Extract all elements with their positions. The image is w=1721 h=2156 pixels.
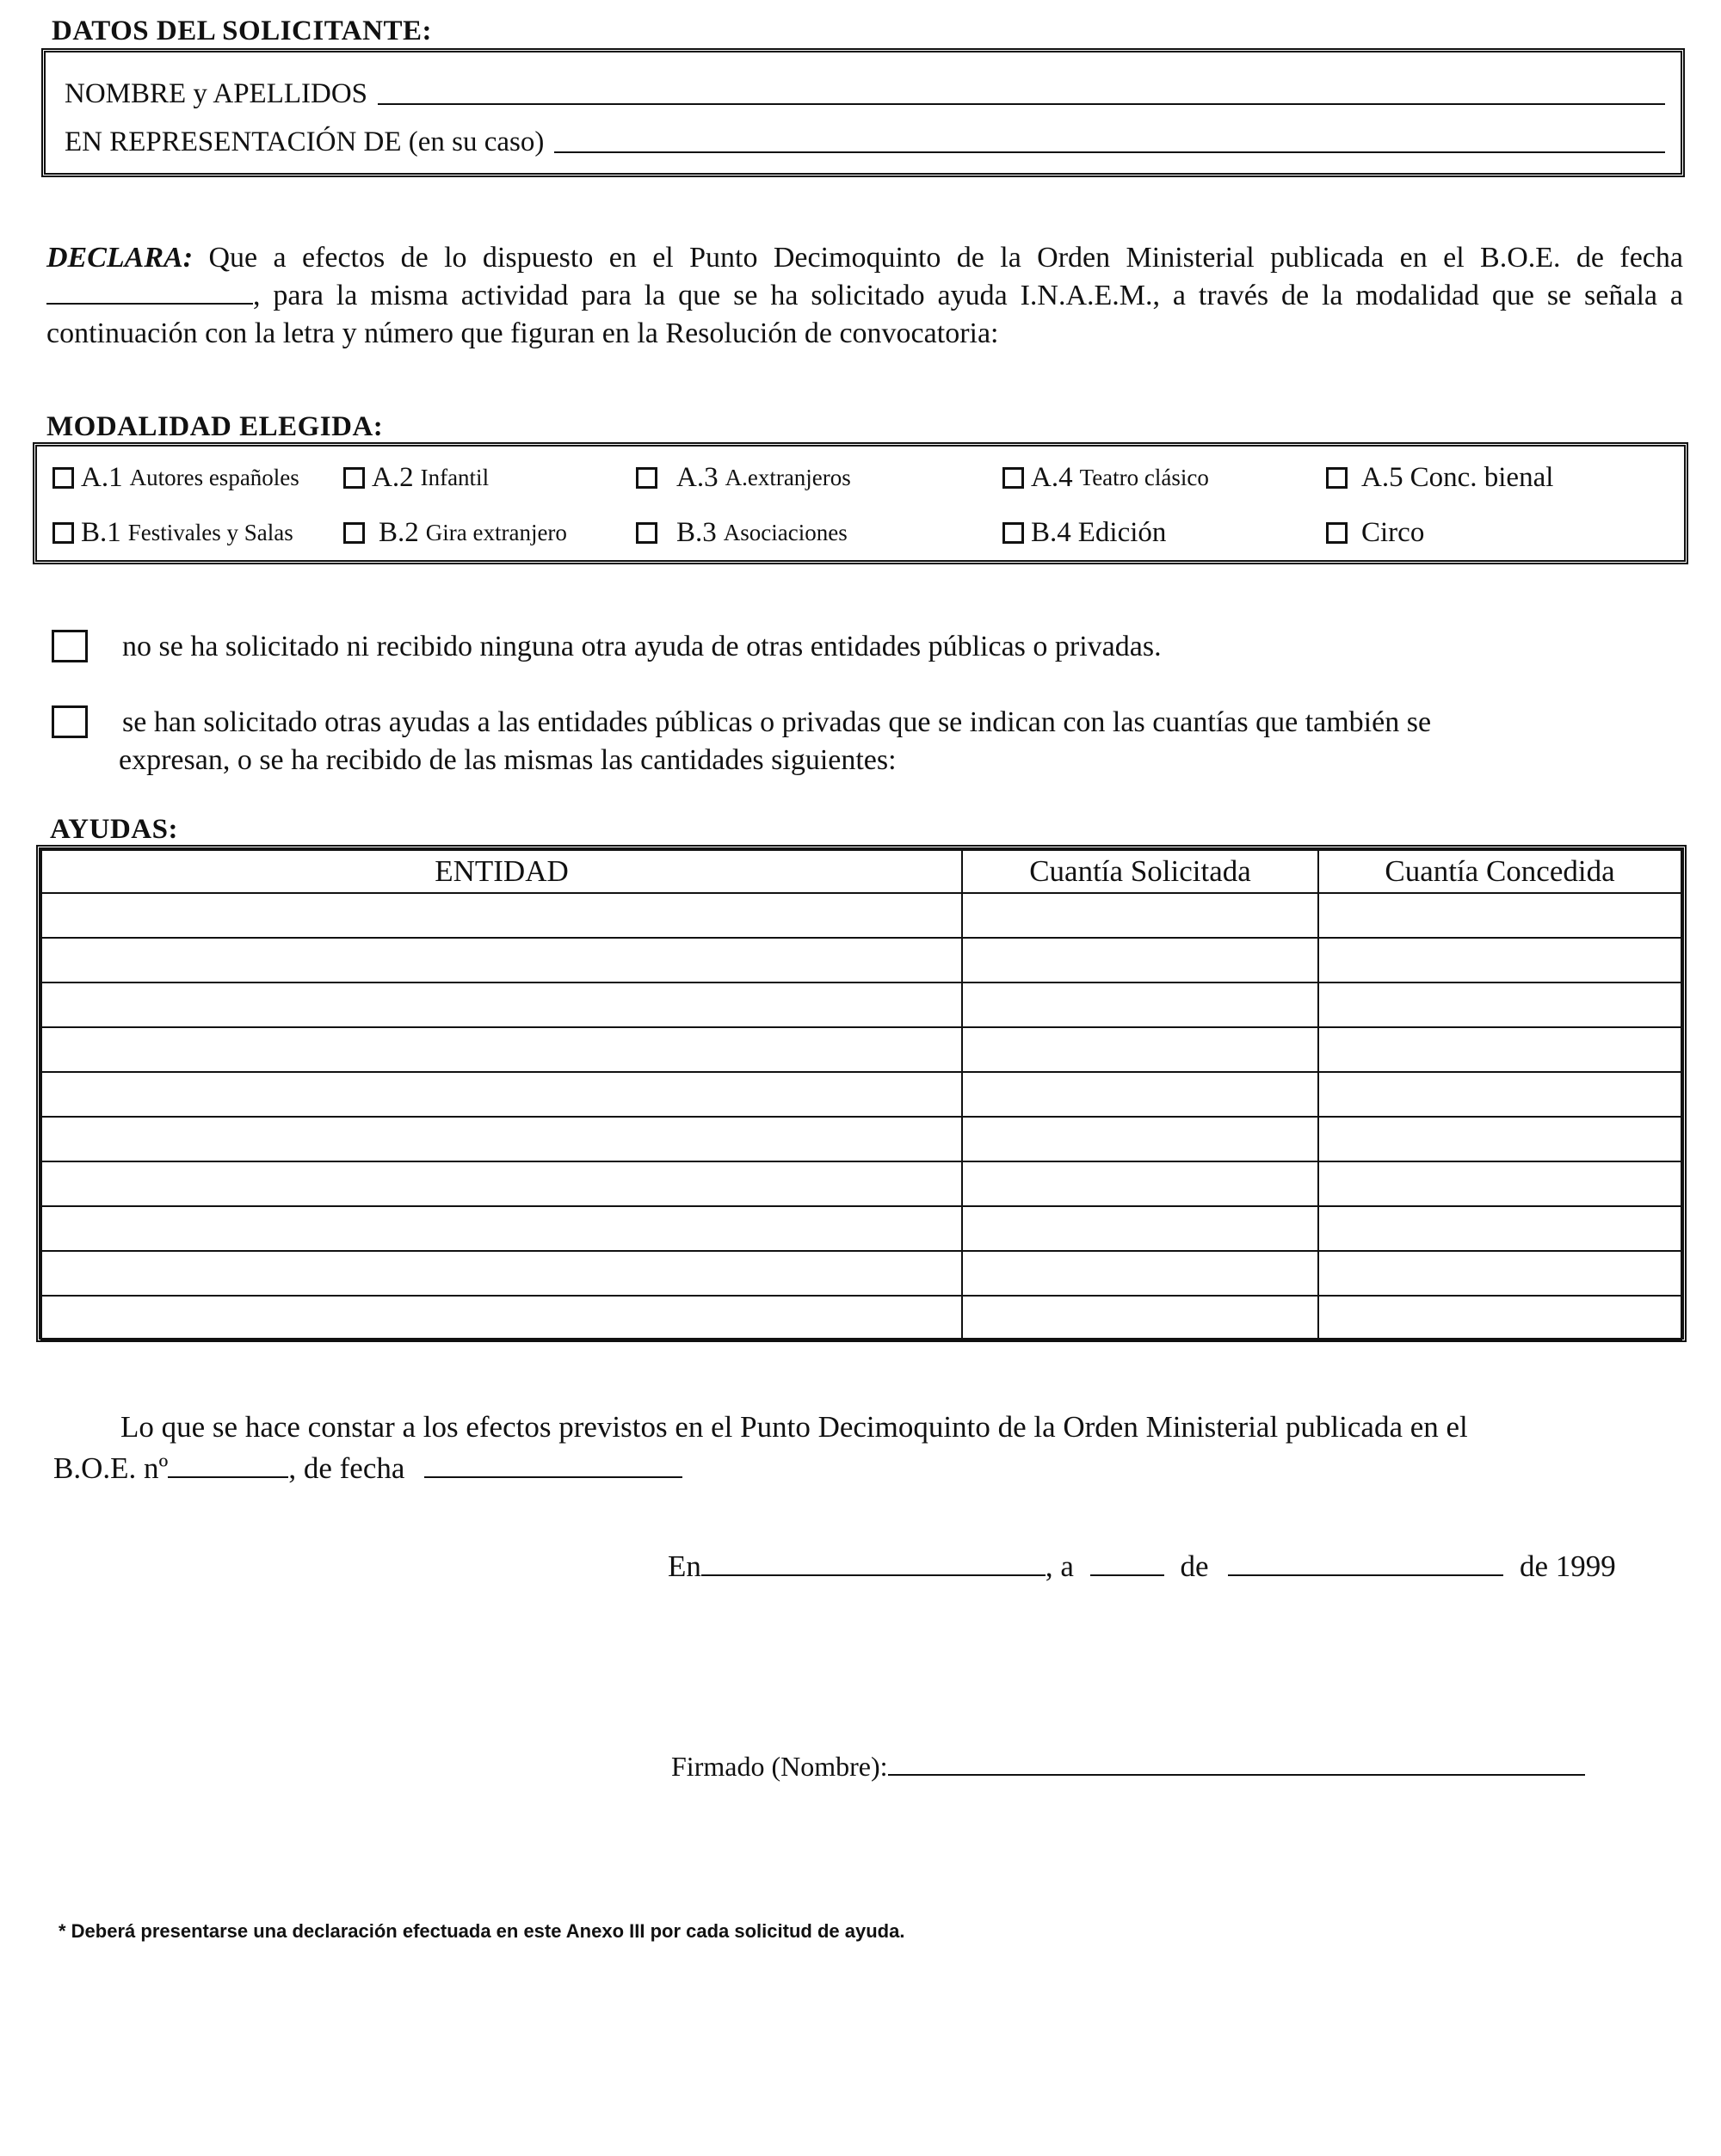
checkbox-no-solicitado[interactable] <box>52 630 88 662</box>
modalidad-code: B.2 <box>379 517 419 548</box>
modalidad-code: B.4 <box>1031 517 1071 548</box>
entidad-cell[interactable] <box>41 938 962 983</box>
entidad-cell[interactable] <box>41 1117 962 1161</box>
declara-label: DECLARA: <box>46 242 194 274</box>
cuantia-concedida-cell[interactable] <box>1318 893 1681 938</box>
entidad-cell[interactable] <box>41 1206 962 1251</box>
representacion-label: EN REPRESENTACIÓN DE (en su caso) <box>65 126 545 157</box>
modalidad-option-b4[interactable] <box>1002 517 1166 549</box>
checkbox-a3[interactable] <box>636 467 657 489</box>
modalidad-name: Gira extranjero <box>425 520 567 545</box>
col-cuantia-solicitada: Cuantía Solicitada <box>962 850 1318 893</box>
cuantia-solicitada-cell[interactable] <box>962 983 1318 1027</box>
checkbox-a2[interactable] <box>343 467 365 489</box>
solicitante-box <box>41 48 1685 177</box>
modalidad-name: Teatro clásico <box>1079 465 1209 490</box>
checkbox-b4[interactable] <box>1002 522 1024 544</box>
checkbox-a4[interactable] <box>1002 467 1024 489</box>
cuantia-concedida-cell[interactable] <box>1318 1251 1681 1296</box>
entidad-cell[interactable] <box>41 1072 962 1117</box>
si-solicitado-text-1: se han solicitado otras ayudas a las entidades públicas o privadas que se indican con las cuantías que también se <box>122 706 1432 738</box>
modalidad-option-circo[interactable] <box>1326 517 1424 549</box>
representacion-field[interactable] <box>554 151 1665 153</box>
checkbox-a5[interactable] <box>1326 467 1348 489</box>
a-label: , a <box>1045 1549 1074 1583</box>
cuantia-concedida-cell[interactable] <box>1318 1161 1681 1206</box>
cuantia-solicitada-cell[interactable] <box>962 893 1318 938</box>
modalidad-option-a4[interactable] <box>1002 462 1209 494</box>
modalidad-name: Festivales y Salas <box>127 520 293 545</box>
si-solicitado-text-2: expresan, o se ha recibido de las mismas las cantidades siguientes: <box>119 744 897 776</box>
entidad-cell[interactable] <box>41 1296 962 1340</box>
modalidad-option-a3[interactable] <box>636 462 851 494</box>
nombre-row <box>65 78 1665 110</box>
closing-line-2 <box>53 1449 682 1488</box>
cuantia-solicitada-cell[interactable] <box>962 1296 1318 1340</box>
checkbox-a1[interactable] <box>52 467 74 489</box>
day-field[interactable] <box>1090 1549 1164 1576</box>
checkbox-b1[interactable] <box>52 522 74 544</box>
table-row <box>41 1251 1681 1296</box>
ayudas-table <box>40 849 1682 1341</box>
table-header-row <box>41 850 1681 893</box>
table-row <box>41 1117 1681 1161</box>
boe-number-field[interactable] <box>168 1451 288 1478</box>
checkbox-b2[interactable] <box>343 522 365 544</box>
modalidad-title: MODALIDAD ELEGIDA: <box>46 411 384 442</box>
table-row <box>41 983 1681 1027</box>
closing-line-1: Lo que se hace constar a los efectos previstos en el Punto Decimoquinto de la Orden Ministerial publicada en el <box>120 1410 1468 1444</box>
modalidad-name: Autores españoles <box>129 465 299 490</box>
representacion-row <box>65 126 1665 158</box>
nombre-field[interactable] <box>378 103 1665 105</box>
table-row <box>41 1027 1681 1072</box>
cuantia-solicitada-cell[interactable] <box>962 938 1318 983</box>
entidad-cell[interactable] <box>41 983 962 1027</box>
cuantia-solicitada-cell[interactable] <box>962 1206 1318 1251</box>
modalidad-name: A.extranjeros <box>725 465 851 490</box>
place-date-row <box>668 1547 1616 1586</box>
modalidad-option-a1[interactable] <box>52 462 299 494</box>
solicitante-title: DATOS DEL SOLICITANTE: <box>52 15 432 46</box>
declara-fecha-field[interactable] <box>46 277 253 305</box>
modalidad-option-b1[interactable] <box>52 517 293 549</box>
cuantia-concedida-cell[interactable] <box>1318 938 1681 983</box>
modalidad-option-a5[interactable] <box>1326 462 1553 494</box>
cuantia-concedida-cell[interactable] <box>1318 1072 1681 1117</box>
ayudas-title: AYUDAS: <box>50 814 178 845</box>
nombre-label: NOMBRE y APELLIDOS <box>65 78 368 109</box>
ayudas-table-frame <box>36 845 1687 1342</box>
declara-text-1: Que a efectos de lo dispuesto en el Punto Decimoquinto de la Orden Ministerial publicada en el B.O.E. de fecha <box>208 242 1683 274</box>
cuantia-concedida-cell[interactable] <box>1318 983 1681 1027</box>
checkbox-b3[interactable] <box>636 522 657 544</box>
modalidad-code: A.5 <box>1361 462 1403 493</box>
cuantia-concedida-cell[interactable] <box>1318 1296 1681 1340</box>
table-row <box>41 1296 1681 1340</box>
modalidad-name: Conc. bienal <box>1409 462 1554 493</box>
modalidad-name: Edición <box>1077 517 1167 548</box>
checkbox-circo[interactable] <box>1326 522 1348 544</box>
cuantia-concedida-cell[interactable] <box>1318 1117 1681 1161</box>
declara-text-2: , para la misma actividad para la que se ha solicitado ayuda I.N.A.E.M., a través de la modalidad que se señala a continuación con la letra y número que figuran en la Resolución de convocatoria: <box>46 280 1683 349</box>
modalidad-name: Asociaciones <box>723 520 848 545</box>
footnote: * Deberá presentarse una declaración efectuada en este Anexo III por cada solicitud de ayuda. <box>59 1920 905 1942</box>
modalidad-code: B.3 <box>676 517 717 548</box>
modalidad-option-b2[interactable] <box>343 517 567 549</box>
modalidad-name: Circo <box>1361 517 1425 548</box>
cuantia-concedida-cell[interactable] <box>1318 1027 1681 1072</box>
place-field[interactable] <box>701 1549 1046 1576</box>
cuantia-solicitada-cell[interactable] <box>962 1072 1318 1117</box>
de-label: de <box>1180 1549 1209 1583</box>
entidad-cell[interactable] <box>41 893 962 938</box>
table-row <box>41 893 1681 938</box>
declara-paragraph <box>46 239 1683 353</box>
boe-label: B.O.E. nº <box>53 1451 169 1485</box>
modalidad-code: A.3 <box>676 462 719 493</box>
checkbox-si-solicitado[interactable] <box>52 705 88 738</box>
cuantia-solicitada-cell[interactable] <box>962 1117 1318 1161</box>
col-cuantia-concedida: Cuantía Concedida <box>1318 850 1681 893</box>
cuantia-solicitada-cell[interactable] <box>962 1251 1318 1296</box>
en-label: En <box>668 1549 701 1583</box>
table-row <box>41 1161 1681 1206</box>
table-row <box>41 938 1681 983</box>
table-row <box>41 1072 1681 1117</box>
modalidad-code: A.1 <box>81 462 123 493</box>
table-row <box>41 1206 1681 1251</box>
modalidad-box <box>33 442 1688 564</box>
entidad-cell[interactable] <box>41 1027 962 1072</box>
firma-label: Firmado (Nombre): <box>671 1751 888 1782</box>
firma-field[interactable] <box>888 1748 1585 1776</box>
cuantia-solicitada-cell[interactable] <box>962 1027 1318 1072</box>
entidad-cell[interactable] <box>41 1251 962 1296</box>
closing-fecha-label: , de fecha <box>288 1451 405 1485</box>
cuantia-solicitada-cell[interactable] <box>962 1161 1318 1206</box>
cuantia-concedida-cell[interactable] <box>1318 1206 1681 1251</box>
entidad-cell[interactable] <box>41 1161 962 1206</box>
col-entidad: ENTIDAD <box>41 850 962 893</box>
firma-row <box>671 1748 1585 1783</box>
year-label: de 1999 <box>1519 1549 1616 1583</box>
modalidad-code: A.2 <box>372 462 414 493</box>
modalidad-code: B.1 <box>81 517 121 548</box>
no-solicitado-text: no se ha solicitado ni recibido ninguna otra ayuda de otras entidades públicas o privadas. <box>122 631 1162 662</box>
modalidad-name: Infantil <box>420 465 490 490</box>
modalidad-code: A.4 <box>1031 462 1073 493</box>
month-field[interactable] <box>1228 1549 1503 1576</box>
closing-fecha-field[interactable] <box>424 1451 682 1478</box>
modalidad-option-b3[interactable] <box>636 517 848 549</box>
modalidad-option-a2[interactable] <box>343 462 489 494</box>
